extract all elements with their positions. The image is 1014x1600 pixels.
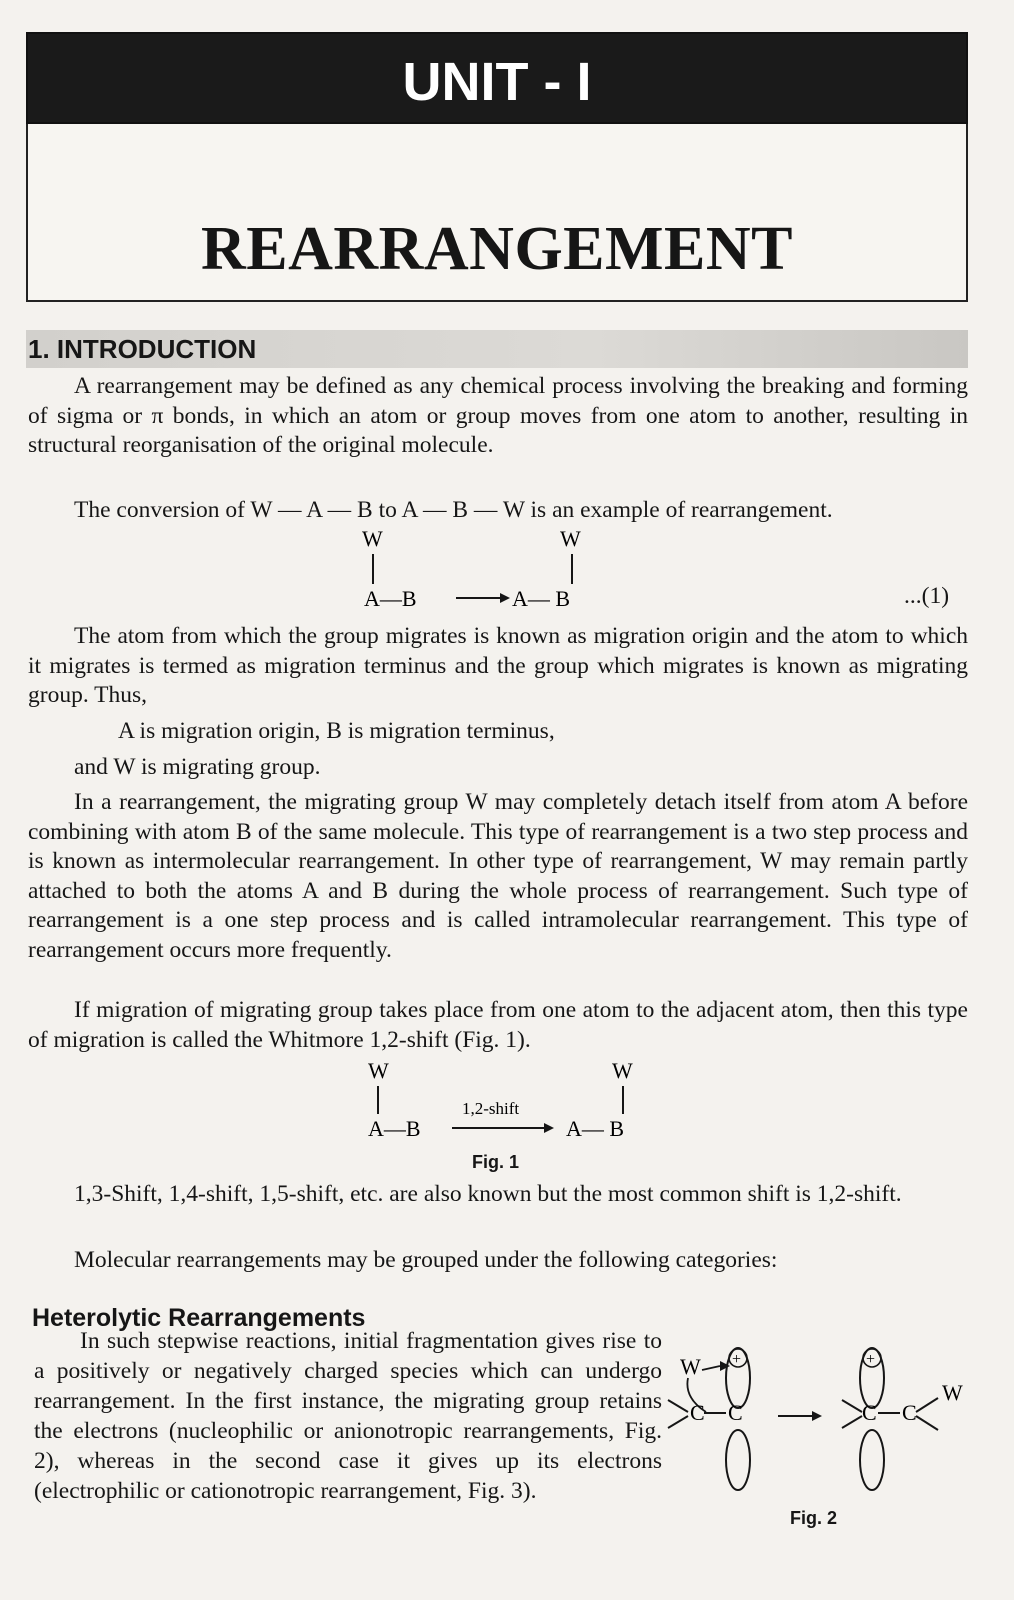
eq1-right-w: W	[560, 526, 581, 551]
eq1-right-ab: A— B	[512, 586, 571, 611]
fig1-label: Fig. 1	[472, 1152, 520, 1172]
unit-banner	[26, 32, 968, 124]
fig2-label: Fig. 2	[790, 1508, 838, 1528]
fig2-right-c2: C	[902, 1400, 917, 1425]
section-heading: 1. INTRODUCTION	[28, 334, 257, 364]
eq1-left-w: W	[362, 526, 383, 551]
fig2-left-c1: C	[690, 1400, 705, 1425]
rearrangement-types-paragraph: In a rearrangement, the migrating group W may completely detach itself from atom A before combining with atom B of the same molecule. This type of rearrangement is a two step process and is known as intermolecular rearrangement. In other type of rearrangement, W may remain partly attached to both the atoms A and B during the whole process of rearrangement. Such type of rearrangement is a one step process and is called intramolecular rearrangement. This type of rearrangement occurs more frequently.	[28, 789, 968, 963]
fig2-left-w: W	[680, 1354, 701, 1379]
fig2-right-w: W	[942, 1380, 963, 1405]
thus-line-2: and W is migrating group.	[74, 754, 321, 780]
heterolytic-heading: Heterolytic Rearrangements	[32, 1304, 366, 1332]
fig2-right-charge: +	[866, 1351, 876, 1368]
equation-number: ...(1)	[904, 583, 950, 609]
section-heading-bar	[26, 330, 968, 368]
heterolytic-paragraph: In such stepwise reactions, initial fragmentation gives rise to a positively or negatively charged species which can undergo rearrangement. In the first instance, the migrating group retains the electrons (nucleophilic or anionotropic rearrangements, Fig. 2), whereas in the second case it gives up its electrons (electrophilic or cationotropic rearrangement, Fig. 3).	[34, 1328, 662, 1504]
shifts-paragraph: 1,3-Shift, 1,4-shift, 1,5-shift, etc. are also known but the most common shift is 1,2-shift.	[74, 1181, 902, 1207]
fig2-right-c1: C	[862, 1400, 877, 1425]
fig1-left-ab: A—B	[368, 1116, 421, 1141]
unit-label: UNIT - I	[402, 52, 592, 112]
categories-sentence: Molecular rearrangements may be grouped under the following categories:	[74, 1247, 778, 1273]
eq1-left-ab: A—B	[364, 586, 417, 611]
fig1-right-w: W	[612, 1058, 633, 1083]
migration-paragraph: The atom from which the group migrates is known as migration origin and the atom to which it migrates is termed as migration terminus and the group which migrates is known as migrating group. Thus,	[28, 623, 968, 708]
equation-1	[340, 522, 600, 612]
intro-paragraph: A rearrangement may be defined as any chemical process involving the breaking and forming of sigma or π bonds, in which an atom or group moves from one atom to another, resulting in structural reorganisation of the original molecule.	[28, 373, 968, 458]
whitmore-paragraph: If migration of migrating group takes place from one atom to the adjacent atom, then this type of migration is called the Whitmore 1,2-shift (Fig. 1).	[28, 997, 968, 1053]
fig2-left-c2: C	[728, 1400, 743, 1425]
fig1-right-ab: A— B	[566, 1116, 625, 1141]
title-box	[26, 124, 968, 302]
figure-2	[650, 1336, 980, 1526]
chapter-title: REARRANGEMENT	[200, 215, 794, 283]
fig1-left-w: W	[368, 1058, 389, 1083]
conversion-sentence: The conversion of W — A — B to A — B — W is an example of rearrangement.	[74, 497, 833, 523]
fig2-left-charge: +	[732, 1351, 742, 1368]
figure-1	[358, 1054, 658, 1144]
thus-line-1: A is migration origin, B is migration terminus,	[118, 718, 555, 744]
fig1-arrow-label: 1,2-shift	[462, 1099, 520, 1118]
